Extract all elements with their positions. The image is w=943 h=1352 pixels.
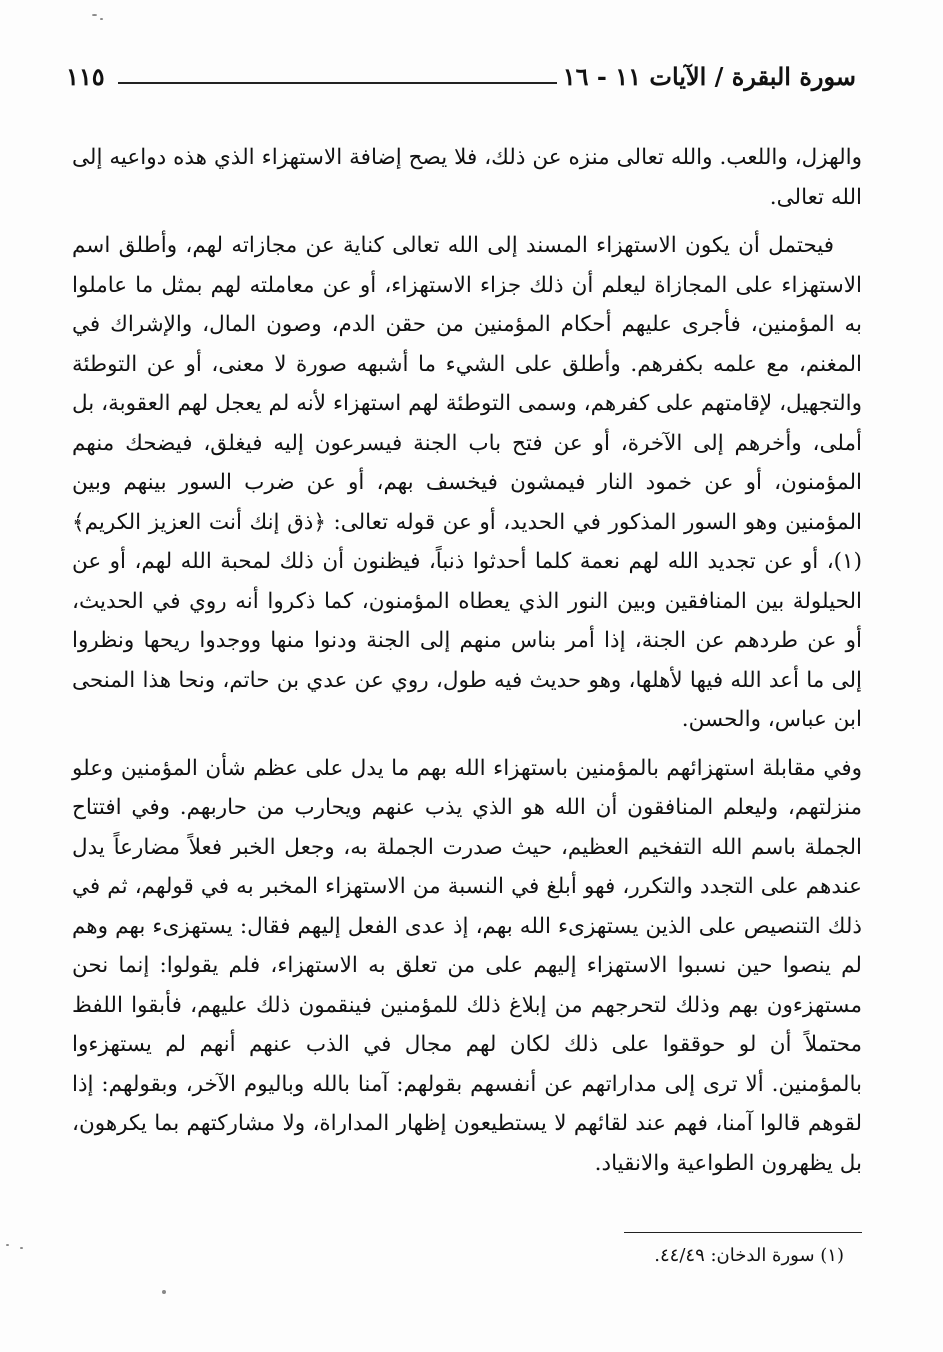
paragraph: وفي مقابلة استهزائهم بالمؤمنين باستهزاء الله بهم ما يدل على عظم شأن المؤمنين وعلو منزلتهم، وليعلم المنافقون أن الله هو الذي يذب عنهم ويحارب من حاربهم. وفي افتتاح الجملة باسم الله التفخيم العظيم، حيث صدرت الجملة به، وجعل الخبر فعلاً مضارعاً يدل عندهم على التجدد والتكرر، فهو أبلغ في النسبة من الاستهزاء المخبر به في قولهم، ثم في ذلك التنصيص على الذين يستهزىء الله بهم، إذ عدى الفعل إليهم فقال: يستهزىء بهم وهم لم ينصوا حين نسبوا الاستهزاء إليهم على من تعلق به الاستهزاء، فلم يقولوا: إنما نحن مستهزءون بهم وذلك لتحرجهم من إبلاغ ذلك للمؤمنين فينقمون ذلك عليهم، فأبقوا اللفظ محتملاً أن لو حوققوا على ذلك لكان لهم مجال في الذب عنهم أنهم لم يستهزءوا بالمؤمنين. ألا ترى إلى مداراتهم عن أنفسهم بقولهم: آمنا بالله وباليوم الآخر، وبقولهم: إذا لقوهم قالوا آمنا، فهم عند لقائهم لا يستطيعون إظهار المداراة، ولا مشاركتهم بما يكرهون، بل يظهرون الطواعية والانقياد. [72,755,862,1176]
page-number: ١١٥ [66,62,105,91]
footnotes [72,1232,862,1269]
footnote-rule [624,1232,862,1233]
footnote: (١) سورة الدخان: ٤٤/٤٩. [654,1245,844,1266]
scan-speck [92,14,97,16]
paragraph: فيحتمل أن يكون الاستهزاء المسند إلى الله تعالى كناية عن مجازاته لهم، وأطلق اسم الاستهزاء على المجازاة ليعلم أن ذلك جزاء الاستهزاء، أو عن معاملته لهم بمثل ما عاملوا به المؤمنين، فأجرى عليهم أحكام المؤمنين من حقن الدم، وصون المال، والإشراك في المغنم، مع علمه بكفرهم. وأطلق على الشيء ما أشبهه صورة لا معنى، أو عن التوطئة والتجهيل، لإقامتهم على كفرهم، وسمى التوطئة لهم استهزاء لأنه لم يعجل لهم العقوبة، بل أملى، وأخرهم إلى الآخرة، أو عن فتح باب الجنة فيسرعون إليه فيغلق، فيضحك منهم المؤمنون، أو عن خمود النار فيمشون فيخسف بهم، أو عن ضرب السور بينهم وبين المؤمنين وهو السور المذكور في الحديد، أو عن قوله تعالى: ﴿ذق إنك أنت العزيز الكريم﴾(١)، أو عن تجديد الله لهم نعمة كلما أحدثوا ذنباً، فيظنون أن ذلك لمحبة الله لهم، أو عن الحيلولة بين المنافقين وبين النور الذي يعطاه المؤمنون، كما ذكروا أنه روي في الحديث، أو عن طردهم عن الجنة، إذا أمر بناس منهم إلى الجنة ودنوا منها ووجدوا ريحها ونظروا إلى ما أعد الله فيها لأهلها، وهو حديث فيه طول، روي عن عدي بن حاتم، ونحا هذا المنحى ابن عباس، والحسن. [72,233,862,732]
running-title: سورة البقرة / الآيات ١١ - ١٦ [557,62,856,91]
scan-speck [20,1247,23,1249]
scan-speck [162,1290,166,1294]
page-header [66,62,856,96]
main-text [72,138,862,1183]
header-rule [118,82,576,84]
paragraph: والهزل، واللعب. والله تعالى منزه عن ذلك، فلا يصح إضافة الاستهزاء الذي هذه دواعيه إلى الله تعالى. [72,145,862,210]
scan-speck [6,1244,9,1246]
scan-speck [100,18,103,20]
